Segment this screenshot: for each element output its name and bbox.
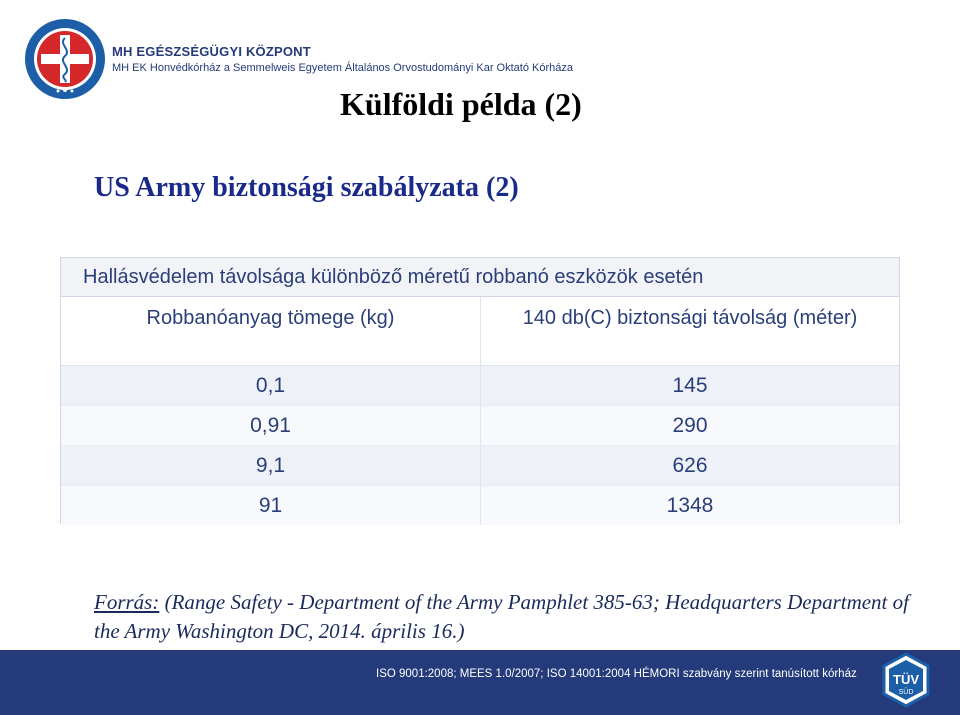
table-header-row [61,297,899,366]
tuv-sud-badge-icon [876,650,936,710]
table-row [61,486,899,525]
table-row [61,366,899,406]
table-body [61,366,899,525]
table-row [61,446,899,486]
badge-sub: SÜD [898,689,914,696]
certification-text: ISO 9001:2008; MEES 1.0/2007; ISO 14001:2004 HÉMORI szabvány szerint tanúsított kórház [376,668,857,680]
badge-text: TÜV [893,672,919,687]
table-caption: Hallásvédelem távolsága különböző méretű robbanó eszközök esetén [61,258,899,297]
slide-title: Külföldi példa (2) [340,86,582,122]
header-mass: Robbanóanyag tömege (kg) [61,297,481,365]
cell-mass: 91 [61,486,481,525]
cell-distance: 145 [672,374,708,397]
source-label: Forrás: [94,590,160,614]
medical-center-seal-icon [24,18,106,100]
cell-mass: 0,91 [61,406,481,445]
slide-subtitle: US Army biztonsági szabályzata (2) [94,172,519,203]
cell-distance: 290 [672,414,708,437]
distance-table [60,257,900,524]
source-text: (Range Safety - Department of the Army Pamphlet 385-63; Headquarters Department of the Army Washington DC, 2014. április 16.) [94,590,909,643]
cell-distance: 626 [672,454,708,477]
source-citation [94,588,914,646]
org-name: MH EGÉSZSÉGÜGYI KÖZPONT [112,44,311,59]
org-subtitle: MH EK Honvédkórház a Semmelweis Egyetem Általános Orvostudományi Kar Oktató Kórháza [112,62,573,74]
header-distance: 140 db(C) biztonsági távolság (méter) [522,307,858,329]
cell-distance: 1348 [666,494,714,517]
footer-bar [0,650,960,715]
table-row [61,406,899,446]
cell-mass: 9,1 [61,446,481,485]
cell-mass: 0,1 [61,366,481,405]
